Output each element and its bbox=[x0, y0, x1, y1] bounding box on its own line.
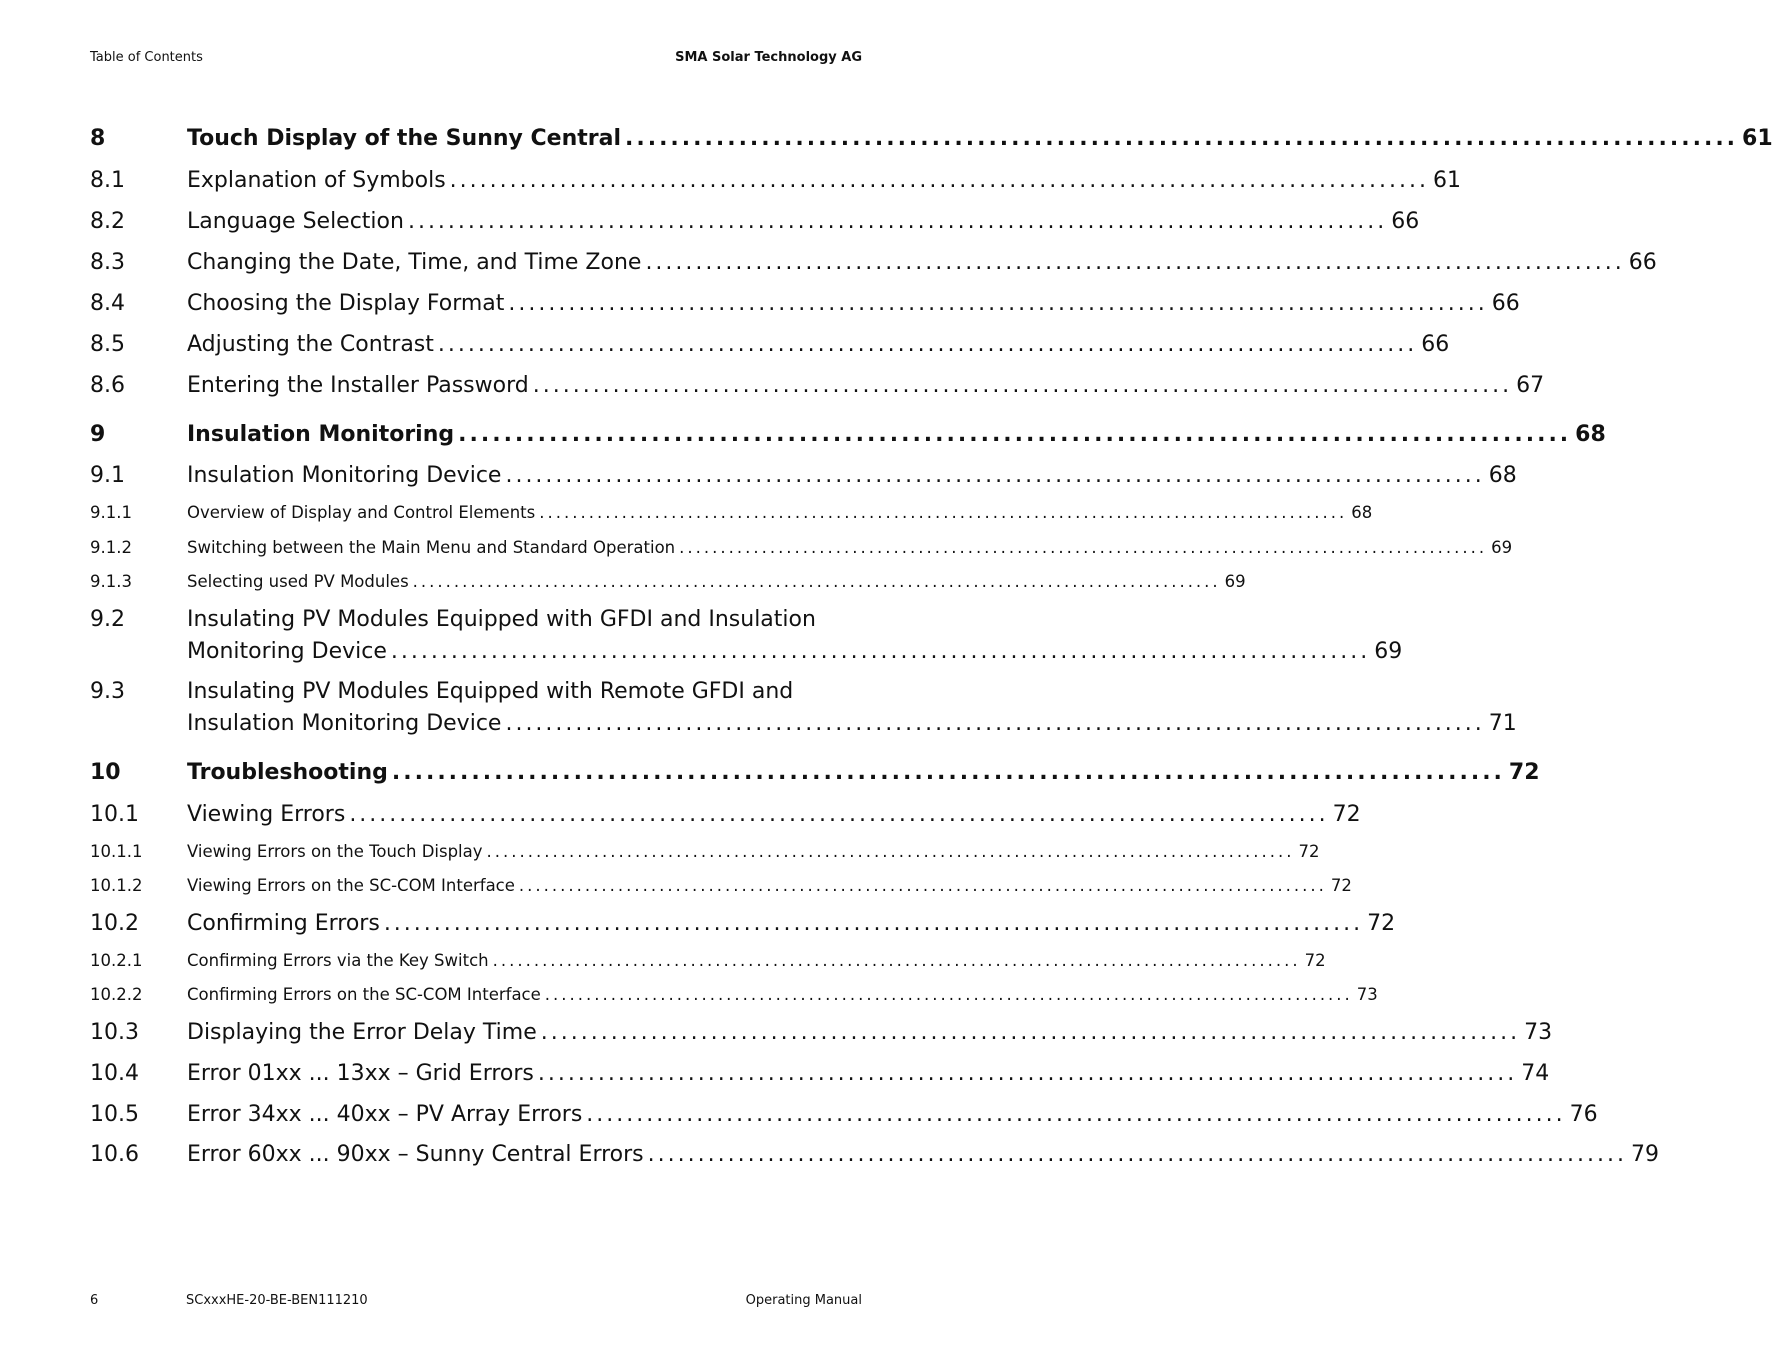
toc-leader: .................................................................................................. bbox=[647, 1142, 1627, 1167]
toc-page: 73 bbox=[1524, 1020, 1553, 1045]
toc-title: Selecting used PV Modules bbox=[187, 572, 409, 591]
toc-title: Adjusting the Contrast bbox=[187, 332, 434, 357]
toc-title: Troubleshooting bbox=[187, 760, 388, 785]
toc-page: 76 bbox=[1569, 1102, 1598, 1127]
toc-leader: .................................................................................................. bbox=[412, 572, 1221, 591]
toc-page: 66 bbox=[1491, 291, 1520, 316]
toc-page: 72 bbox=[1367, 911, 1396, 936]
toc-title: Viewing Errors on the SC-COM Interface bbox=[187, 876, 515, 895]
toc-title: Error 34xx ... 40xx – PV Array Errors bbox=[187, 1102, 583, 1127]
toc-title: Insulation Monitoring Device bbox=[187, 463, 502, 488]
toc-number: 9.1.3 bbox=[90, 572, 132, 591]
toc-leader: .................................................................................................. bbox=[586, 1102, 1566, 1127]
toc-title-line2: Monitoring Device bbox=[187, 639, 387, 664]
toc-page: 61 bbox=[1742, 126, 1773, 151]
toc-title: Error 01xx ... 13xx – Grid Errors bbox=[187, 1061, 534, 1086]
toc-leader: .................................................................................................. bbox=[679, 538, 1488, 557]
toc-title: Error 60xx ... 90xx – Sunny Central Errors bbox=[187, 1142, 644, 1167]
toc-page: 61 bbox=[1433, 168, 1461, 193]
toc-title: Touch Display of the Sunny Central bbox=[187, 126, 621, 151]
toc-title: Switching between the Main Menu and Standard Operation bbox=[187, 538, 676, 557]
toc-number: 9 bbox=[90, 422, 106, 447]
toc-leader: .................................................................................................. bbox=[407, 209, 1388, 234]
toc-page: 68 bbox=[1488, 463, 1517, 488]
toc-number: 10.1.1 bbox=[90, 842, 143, 861]
toc-leader: .................................................................................................. bbox=[540, 1020, 1521, 1045]
toc-number: 10.6 bbox=[90, 1142, 139, 1167]
toc-page: 66 bbox=[1421, 332, 1450, 357]
toc-number: 8.3 bbox=[90, 250, 125, 275]
toc-number: 8.2 bbox=[90, 209, 125, 234]
toc-leader: .................................................................................................. bbox=[458, 422, 1572, 447]
toc-title: Insulation Monitoring bbox=[187, 422, 455, 447]
toc-number: 10.2.1 bbox=[90, 951, 143, 970]
toc-number: 10.1 bbox=[90, 802, 139, 827]
toc-page: 69 bbox=[1374, 639, 1403, 664]
toc-number: 9.1 bbox=[90, 463, 125, 488]
toc-number: 10.1.2 bbox=[90, 876, 143, 895]
toc-title: Overview of Display and Control Elements bbox=[187, 503, 536, 522]
toc-number: 10.5 bbox=[90, 1102, 139, 1127]
toc-page: 73 bbox=[1356, 985, 1378, 1004]
toc-page: 72 bbox=[1508, 760, 1540, 785]
toc-number: 10.2 bbox=[90, 911, 139, 936]
toc-title: Explanation of Symbols bbox=[187, 168, 446, 193]
toc-leader: .................................................................................................. bbox=[518, 876, 1327, 895]
running-header-company: SMA Solar Technology AG bbox=[675, 50, 862, 65]
toc-title: Confirming Errors on the SC-COM Interface bbox=[187, 985, 541, 1004]
toc-number: 9.3 bbox=[90, 679, 125, 704]
toc-number: 10.4 bbox=[90, 1061, 139, 1086]
toc-leader: .................................................................................................. bbox=[537, 1061, 1518, 1086]
toc-page: 66 bbox=[1628, 250, 1657, 275]
toc-number: 9.1.2 bbox=[90, 538, 132, 557]
toc-page: 71 bbox=[1488, 711, 1517, 736]
toc-leader: .................................................................................................. bbox=[449, 168, 1429, 193]
toc-title-line1: Insulating PV Modules Equipped with Remote GFDI and bbox=[187, 679, 794, 704]
toc-page: 69 bbox=[1224, 572, 1246, 591]
toc-title: Entering the Installer Password bbox=[187, 373, 529, 398]
toc-number: 10.3 bbox=[90, 1020, 139, 1045]
toc-number: 8.5 bbox=[90, 332, 125, 357]
toc-leader: .................................................................................................. bbox=[390, 639, 1371, 664]
toc-number: 8.1 bbox=[90, 168, 125, 193]
toc-leader: .................................................................................................. bbox=[508, 291, 1488, 316]
toc-number: 10.2.2 bbox=[90, 985, 143, 1004]
toc-page: 68 bbox=[1575, 422, 1606, 447]
toc-leader: .................................................................................................. bbox=[505, 463, 1485, 488]
toc-page: 74 bbox=[1521, 1061, 1550, 1086]
toc-title: Choosing the Display Format bbox=[187, 291, 505, 316]
toc-page: 68 bbox=[1351, 503, 1373, 522]
toc-leader: .................................................................................................. bbox=[539, 503, 1348, 522]
running-header-section: Table of Contents bbox=[90, 50, 203, 65]
toc-page: 66 bbox=[1391, 209, 1420, 234]
toc-leader: .................................................................................................. bbox=[437, 332, 1418, 357]
toc-title-line1: Insulating PV Modules Equipped with GFDI and Insulation bbox=[187, 607, 816, 632]
toc-leader: .................................................................................................. bbox=[544, 985, 1353, 1004]
toc-page: 72 bbox=[1298, 842, 1320, 861]
toc-title: Confirming Errors via the Key Switch bbox=[187, 951, 489, 970]
toc-page: 69 bbox=[1491, 538, 1513, 557]
toc-leader: .................................................................................................. bbox=[486, 842, 1295, 861]
toc-title: Changing the Date, Time, and Time Zone bbox=[187, 250, 642, 275]
toc-page: 72 bbox=[1330, 876, 1352, 895]
toc-page: 79 bbox=[1630, 1142, 1659, 1167]
toc-number: 9.2 bbox=[90, 607, 125, 632]
toc-page: 67 bbox=[1516, 373, 1545, 398]
toc-leader: .................................................................................................. bbox=[349, 802, 1329, 827]
toc-leader: .................................................................................................. bbox=[625, 126, 1739, 151]
toc-leader: .................................................................................................. bbox=[645, 250, 1625, 275]
toc-title-line2: Insulation Monitoring Device bbox=[187, 711, 502, 736]
toc-number: 8 bbox=[90, 126, 106, 151]
toc-page: 72 bbox=[1304, 951, 1326, 970]
toc-leader: .................................................................................................. bbox=[492, 951, 1301, 970]
toc-title: Language Selection bbox=[187, 209, 404, 234]
toc-leader: .................................................................................................. bbox=[532, 373, 1513, 398]
toc-leader: .................................................................................................. bbox=[383, 911, 1364, 936]
toc-number: 8.6 bbox=[90, 373, 125, 398]
toc-number: 9.1.1 bbox=[90, 503, 132, 522]
toc-title: Viewing Errors bbox=[187, 802, 346, 827]
toc-number: 8.4 bbox=[90, 291, 125, 316]
toc-title: Confirming Errors bbox=[187, 911, 380, 936]
toc-page: 72 bbox=[1332, 802, 1361, 827]
toc-number: 10 bbox=[90, 760, 121, 785]
toc-leader: .................................................................................................. bbox=[391, 760, 1505, 785]
footer-document-code: SCxxxHE-20-BE-BEN111210 bbox=[186, 1293, 368, 1308]
toc-title: Viewing Errors on the Touch Display bbox=[187, 842, 483, 861]
toc-title: Displaying the Error Delay Time bbox=[187, 1020, 537, 1045]
footer-page-number: 6 bbox=[90, 1293, 99, 1308]
footer-document-type: Operating Manual bbox=[745, 1293, 862, 1308]
toc-leader: .................................................................................................. bbox=[505, 711, 1485, 736]
